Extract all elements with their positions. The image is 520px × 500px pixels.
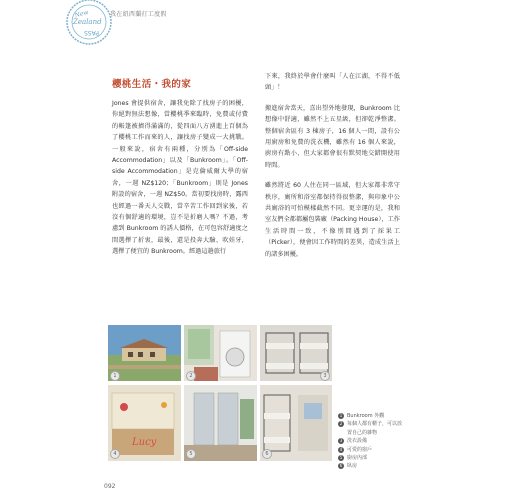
caption-number: 5 — [339, 455, 343, 461]
caption-item — [338, 437, 402, 445]
caption-text: 每個人都有櫃子，可以放置自己的雜物 — [347, 421, 403, 436]
photo-number: 6 — [262, 449, 272, 459]
page-number: 092 — [104, 483, 116, 490]
caption-text: 廚房內部 — [347, 455, 368, 462]
caption-number: 1 — [339, 413, 343, 418]
photo-number: 4 — [110, 449, 120, 459]
caption-number: 2 — [339, 421, 343, 427]
caption-item — [338, 420, 402, 437]
photo-kitchen — [184, 385, 257, 461]
new-zealand-stamp — [64, 0, 114, 50]
body-paragraph: 雖然將近 60 人住在同一區域，但大家都非常守秩序，廁所和浴室都保持得很整潔，與印象中公共廁浴的可怕模樣截然不同。更幸運的是，我和室友們全都都屬包裝廠（Packing House），工作生活時間一致，不像別間遇到了採果工（Picker），便會因工作時間的差異，造成生活上的諸多困擾。 — [265, 182, 400, 258]
body-paragraph: Jones 會提供宿舍，讓我免除了找房子的困擾，你絕對無法想像，當櫻桃季來臨時，免費或付費的帳篷被擠得滿滿的，從四面八方湧進上百個為了櫻桃工作而來的人，讓找房子變成一大挑戰。一般來說，宿舍有兩種，分別為「Off-side Accommodation」以及「Bunkroom」。「Off-side Accommodation」是克倫威爾大學的宿舍，一週 NZ$120；「Bunkroom」則是 Jones 附設的宿舍，一週 NZ$50。當初要找房時，露西也經過一番天人交戰，當辛苦工作回到家後，若沒有個舒適的環境，豈不是折磨人嗎？不過，考慮到 Bunkroom 的誘人價格，在可包容舒適度之間選擇了折衷，最後，還是投奔大驗、吹娃牙，選擇了便宜的 Bunkroom。經過這趟旅行 — [112, 100, 248, 256]
body-paragraph: 搬進宿舍當天，喜出望外地發現，Bunkroom 比想像中舒適，雖然不上五星級，但卻乾淨整潔。整個宿舍區有 3 棟房子，16 個人一間，設有公用廚房和免費的洗衣機，雖然有 16 個人來說，廚房有點小，但大家都會很有默契地交錯開使用時間。 — [265, 104, 400, 169]
lucy-sign-text: Lucy — [132, 437, 157, 448]
caption-item — [338, 454, 402, 462]
caption-number: 3 — [339, 438, 343, 444]
stamp-text-1: New — [74, 8, 90, 20]
section-title: 櫻桃生活・我的家 — [112, 79, 192, 90]
caption-text: 洗衣設備 — [347, 438, 368, 445]
caption-text: 臥房 — [347, 463, 358, 470]
body-paragraph: 下來，我終於學會什麼叫「人在江湖，不得不低頭」！ — [265, 73, 400, 92]
body-column-left — [112, 98, 248, 267]
caption-item — [338, 462, 402, 470]
photo-number: 2 — [186, 371, 196, 381]
body-column-right — [265, 71, 400, 269]
photo-number: 3 — [320, 371, 330, 381]
caption-item — [338, 412, 402, 420]
caption-item — [338, 446, 402, 454]
photo-captions — [338, 412, 402, 471]
photo-lucy-sign — [108, 385, 181, 461]
running-header: 我在紐西蘭打工度假 — [110, 11, 167, 18]
caption-text: 可愛的窗戶 — [347, 446, 373, 453]
stamp-text-3: PASS — [84, 29, 99, 36]
photo-bedroom — [260, 385, 332, 461]
photo-number: 1 — [110, 371, 120, 381]
stamp-text-2: Zealand — [73, 18, 102, 26]
photo-number: 5 — [186, 449, 196, 459]
caption-text: Bunkroom 外觀 — [347, 413, 385, 419]
caption-number: 6 — [339, 463, 343, 469]
caption-number: 4 — [339, 446, 343, 452]
